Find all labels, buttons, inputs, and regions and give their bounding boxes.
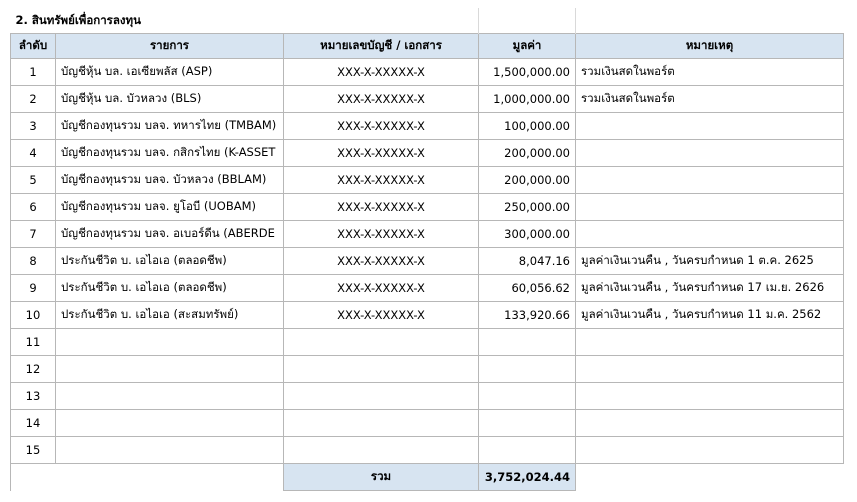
table-row	[11, 302, 844, 329]
item-cell[interactable]	[56, 410, 284, 437]
value-cell[interactable]: 300,000.00	[479, 221, 576, 248]
investment-assets-table	[10, 8, 844, 491]
row-number-cell[interactable]: 7	[11, 221, 56, 248]
table-row	[11, 59, 844, 86]
row-number-cell[interactable]: 14	[11, 410, 56, 437]
item-cell[interactable]	[56, 383, 284, 410]
note-cell[interactable]	[576, 383, 844, 410]
account-cell[interactable]: XXX-X-XXXXX-X	[284, 113, 479, 140]
total-label[interactable]: รวม	[284, 464, 479, 491]
row-number-cell[interactable]: 1	[11, 59, 56, 86]
account-cell[interactable]: XXX-X-XXXXX-X	[284, 167, 479, 194]
title-row-cell[interactable]	[284, 8, 479, 34]
table-row	[11, 86, 844, 113]
row-number-cell[interactable]: 13	[11, 383, 56, 410]
value-cell[interactable]	[479, 437, 576, 464]
account-cell[interactable]: XXX-X-XXXXX-X	[284, 86, 479, 113]
table-row	[11, 410, 844, 437]
header-item[interactable]: รายการ	[56, 34, 284, 59]
item-cell[interactable]: บัญชีกองทุนรวม บลจ. ยูโอบี (UOBAM)	[56, 194, 284, 221]
value-cell[interactable]: 8,047.16	[479, 248, 576, 275]
note-cell[interactable]	[576, 167, 844, 194]
note-cell[interactable]	[576, 329, 844, 356]
account-cell[interactable]: XXX-X-XXXXX-X	[284, 221, 479, 248]
header-row	[11, 34, 844, 59]
row-number-cell[interactable]: 8	[11, 248, 56, 275]
total-row	[11, 464, 844, 491]
total-blank-cell[interactable]	[576, 464, 844, 491]
row-number-cell[interactable]: 5	[11, 167, 56, 194]
value-cell[interactable]: 100,000.00	[479, 113, 576, 140]
value-cell[interactable]	[479, 329, 576, 356]
header-no[interactable]: ลำดับ	[11, 34, 56, 59]
table-row	[11, 167, 844, 194]
row-number-cell[interactable]: 15	[11, 437, 56, 464]
row-number-cell[interactable]: 4	[11, 140, 56, 167]
note-cell[interactable]: มูลค่าเงินเวนคืน , วันครบกำหนด 11 ม.ค. 2562	[576, 302, 844, 329]
value-cell[interactable]: 200,000.00	[479, 140, 576, 167]
note-cell[interactable]: รวมเงินสดในพอร์ต	[576, 86, 844, 113]
item-cell[interactable]: บัญชีหุ้น บล. บัวหลวง (BLS)	[56, 86, 284, 113]
account-cell[interactable]: XXX-X-XXXXX-X	[284, 59, 479, 86]
note-cell[interactable]: รวมเงินสดในพอร์ต	[576, 59, 844, 86]
total-value[interactable]: 3,752,024.44	[479, 464, 576, 491]
value-cell[interactable]: 1,500,000.00	[479, 59, 576, 86]
table-row	[11, 194, 844, 221]
item-cell[interactable]: ประกันชีวิต บ. เอไอเอ (สะสมทรัพย์)	[56, 302, 284, 329]
table-row	[11, 329, 844, 356]
item-cell[interactable]	[56, 356, 284, 383]
note-cell[interactable]	[576, 356, 844, 383]
account-cell[interactable]	[284, 383, 479, 410]
account-cell[interactable]: XXX-X-XXXXX-X	[284, 140, 479, 167]
header-note[interactable]: หมายเหตุ	[576, 34, 844, 59]
row-number-cell[interactable]: 10	[11, 302, 56, 329]
table-row	[11, 383, 844, 410]
item-cell[interactable]: บัญชีกองทุนรวม บลจ. บัวหลวง (BBLAM)	[56, 167, 284, 194]
value-cell[interactable]: 200,000.00	[479, 167, 576, 194]
value-cell[interactable]: 133,920.66	[479, 302, 576, 329]
account-cell[interactable]	[284, 410, 479, 437]
note-cell[interactable]	[576, 194, 844, 221]
table-row	[11, 221, 844, 248]
title-row-cell[interactable]	[479, 8, 576, 34]
account-cell[interactable]	[284, 437, 479, 464]
item-cell[interactable]: ประกันชีวิต บ. เอไอเอ (ตลอดชีพ)	[56, 275, 284, 302]
table-row	[11, 248, 844, 275]
value-cell[interactable]	[479, 383, 576, 410]
account-cell[interactable]	[284, 329, 479, 356]
value-cell[interactable]: 60,056.62	[479, 275, 576, 302]
title-row	[11, 8, 844, 34]
value-cell[interactable]	[479, 356, 576, 383]
account-cell[interactable]	[284, 356, 479, 383]
item-cell[interactable]: บัญชีหุ้น บล. เอเซียพลัส (ASP)	[56, 59, 284, 86]
value-cell[interactable]: 250,000.00	[479, 194, 576, 221]
row-number-cell[interactable]: 11	[11, 329, 56, 356]
note-cell[interactable]	[576, 113, 844, 140]
row-number-cell[interactable]: 2	[11, 86, 56, 113]
note-cell[interactable]	[576, 140, 844, 167]
table-row	[11, 140, 844, 167]
account-cell[interactable]: XXX-X-XXXXX-X	[284, 275, 479, 302]
item-cell[interactable]	[56, 437, 284, 464]
table-row	[11, 356, 844, 383]
row-number-cell[interactable]: 12	[11, 356, 56, 383]
row-number-cell[interactable]: 9	[11, 275, 56, 302]
account-cell[interactable]: XXX-X-XXXXX-X	[284, 248, 479, 275]
table-row	[11, 113, 844, 140]
row-number-cell[interactable]: 3	[11, 113, 56, 140]
total-blank-cell[interactable]	[56, 464, 284, 491]
item-cell[interactable]: บัญชีกองทุนรวม บลจ. กสิกรไทย (K-ASSET	[56, 140, 284, 167]
row-number-cell[interactable]: 6	[11, 194, 56, 221]
account-cell[interactable]: XXX-X-XXXXX-X	[284, 194, 479, 221]
note-cell[interactable]	[576, 410, 844, 437]
section-title[interactable]: 2. สินทรัพย์เพื่อการลงทุน	[15, 12, 141, 27]
item-cell[interactable]: ประกันชีวิต บ. เอไอเอ (ตลอดชีพ)	[56, 248, 284, 275]
note-cell[interactable]	[576, 221, 844, 248]
item-cell[interactable]: บัญชีกองทุนรวม บลจ. อเบอร์ดีน (ABERDE	[56, 221, 284, 248]
value-cell[interactable]: 1,000,000.00	[479, 86, 576, 113]
value-cell[interactable]	[479, 410, 576, 437]
header-value[interactable]: มูลค่า	[479, 34, 576, 59]
title-row-cell[interactable]	[576, 8, 844, 34]
item-cell[interactable]: บัญชีกองทุนรวม บลจ. ทหารไทย (TMBAM)	[56, 113, 284, 140]
account-cell[interactable]: XXX-X-XXXXX-X	[284, 302, 479, 329]
header-account[interactable]: หมายเลขบัญชี / เอกสาร	[284, 34, 479, 59]
note-cell[interactable]	[576, 437, 844, 464]
table-row	[11, 437, 844, 464]
item-cell[interactable]	[56, 329, 284, 356]
note-cell[interactable]: มูลค่าเงินเวนคืน , วันครบกำหนด 1 ต.ค. 2625	[576, 248, 844, 275]
note-cell[interactable]: มูลค่าเงินเวนคืน , วันครบกำหนด 17 เม.ย. 2626	[576, 275, 844, 302]
table-row	[11, 275, 844, 302]
total-blank-cell[interactable]	[11, 464, 56, 491]
